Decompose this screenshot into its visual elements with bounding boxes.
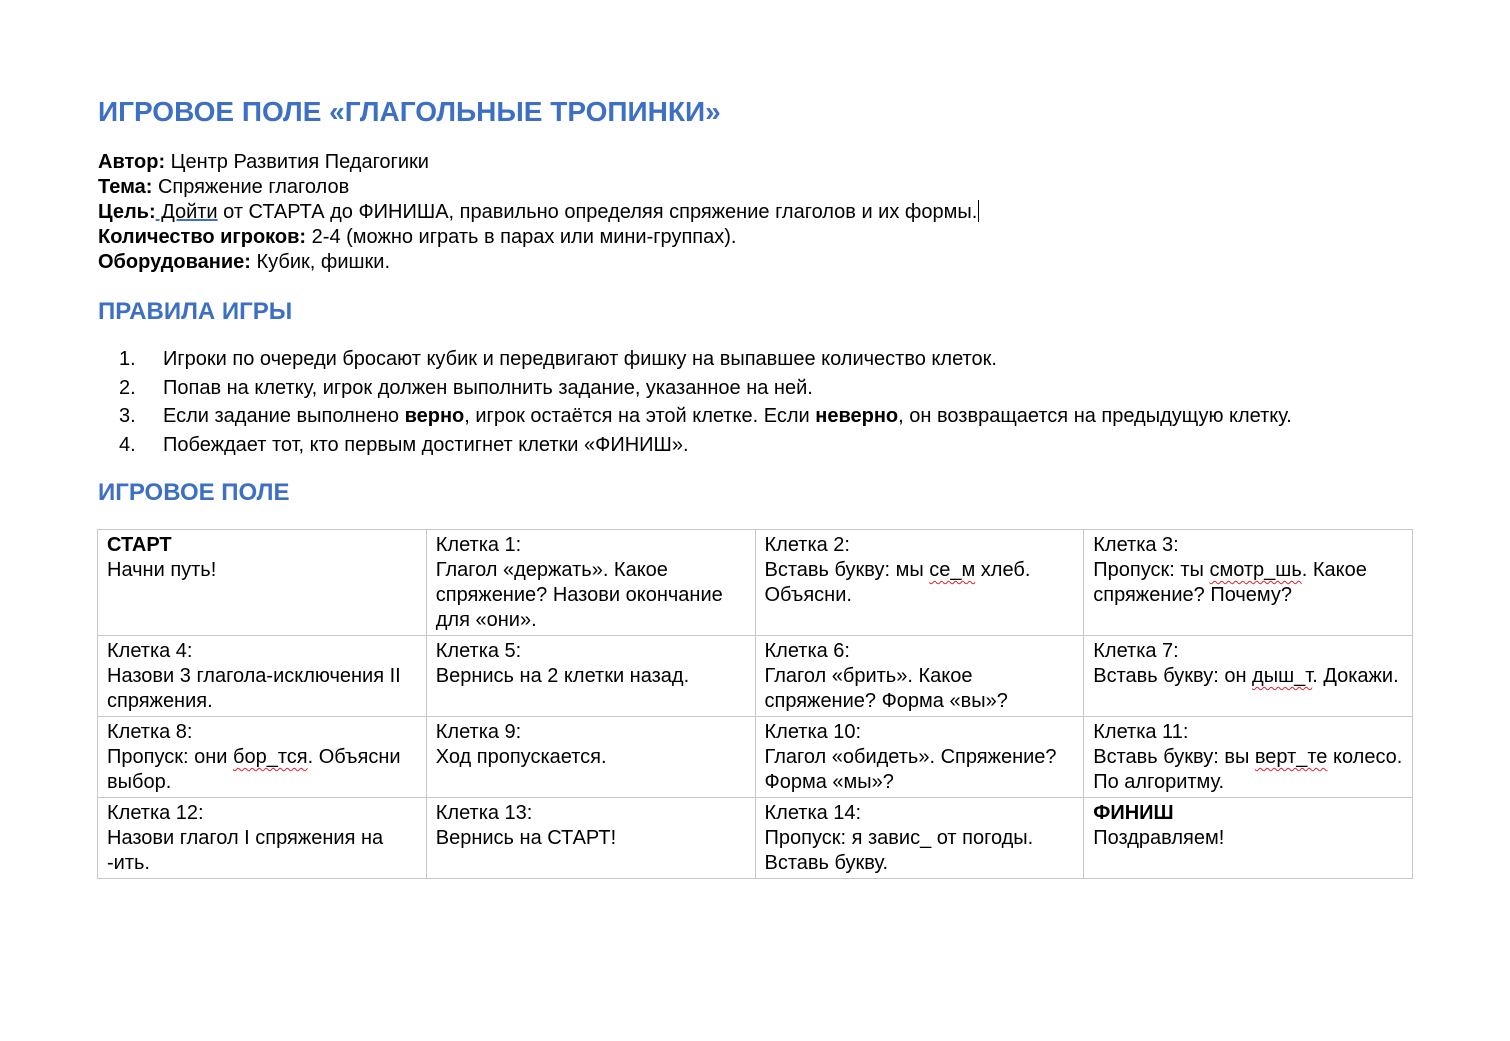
cell-8: Клетка 8: Пропуск: они бор_тся. Объясни выбор. <box>98 717 427 798</box>
cell-finish: ФИНИШ Поздравляем! <box>1084 798 1413 879</box>
cell-4: Клетка 4: Назови 3 глагола-исключения II спряжения. <box>98 636 427 717</box>
meta-goal: Цель: Дойти от СТАРТА до ФИНИША, правильно определяя спряжение глаголов и их формы. <box>98 201 978 223</box>
meta-author: Автор: Центр Развития Педагогики <box>98 151 429 173</box>
cell-start: СТАРТ Начни путь! <box>98 530 427 636</box>
cell-13: Клетка 13: Вернись на СТАРТ! <box>426 798 755 879</box>
spellcheck-word: верт_те <box>1254 746 1328 768</box>
game-board-table <box>97 529 1413 879</box>
list-item: 3. Если задание выполнено верно, игрок остаётся на этой клетке. Если неверно, он возвращается на предыдущую клетку. <box>119 405 1292 427</box>
cell-12: Клетка 12: Назови глагол I спряжения на -ить. <box>98 798 427 879</box>
table-row <box>98 636 1413 717</box>
meta-block <box>98 150 979 275</box>
goal-link[interactable]: Дойти <box>155 201 218 223</box>
rules-heading: ПРАВИЛА ИГРЫ <box>98 298 293 325</box>
table-row <box>98 530 1413 636</box>
list-item: 2. Попав на клетку, игрок должен выполнить задание, указанное на ней. <box>119 376 813 399</box>
spellcheck-word: се_м <box>929 559 976 581</box>
rules-list <box>98 347 1292 461</box>
cell-10: Клетка 10: Глагол «обидеть». Спряжение? Форма «мы»? <box>755 717 1084 798</box>
cell-11: Клетка 11: Вставь букву: вы верт_те колесо. По алгоритму. <box>1084 717 1413 798</box>
table-row <box>98 717 1413 798</box>
table-row <box>98 798 1413 879</box>
spellcheck-word: бор_тся <box>233 746 308 768</box>
meta-equipment: Оборудование: Кубик, фишки. <box>98 251 391 273</box>
meta-topic: Тема: Спряжение глаголов <box>98 176 350 198</box>
cell-6: Клетка 6: Глагол «брить». Какое спряжение? Форма «вы»? <box>755 636 1084 717</box>
text-cursor <box>978 200 979 222</box>
cell-1: Клетка 1: Глагол «держать». Какое спряжение? Назови окончание для «они». <box>426 530 755 636</box>
cell-7: Клетка 7: Вставь букву: он дыш_т. Докажи. <box>1084 636 1413 717</box>
board-heading: ИГРОВОЕ ПОЛЕ <box>98 479 290 506</box>
spellcheck-word: смотр_шь <box>1209 559 1302 581</box>
cell-3: Клетка 3: Пропуск: ты смотр_шь. Какое спряжение? Почему? <box>1084 530 1413 636</box>
list-item: 1. Игроки по очереди бросают кубик и передвигают фишку на выпавшее количество клеток. <box>119 348 997 370</box>
list-item: 4. Побеждает тот, кто первым достигнет клетки «ФИНИШ». <box>119 433 689 456</box>
cell-2: Клетка 2: Вставь букву: мы се_м хлеб. Объясни. <box>755 530 1084 636</box>
spellcheck-word: дыш_т <box>1252 665 1313 687</box>
cell-9: Клетка 9: Ход пропускается. <box>426 717 755 798</box>
meta-players: Количество игроков: 2-4 (можно играть в парах или мини-группах). <box>98 226 737 248</box>
cell-14: Клетка 14: Пропуск: я завис_ от погоды. Вставь букву. <box>755 798 1084 879</box>
cell-5: Клетка 5: Вернись на 2 клетки назад. <box>426 636 755 717</box>
document-title: ИГРОВОЕ ПОЛЕ «ГЛАГОЛЬНЫЕ ТРОПИНКИ» <box>98 96 721 127</box>
